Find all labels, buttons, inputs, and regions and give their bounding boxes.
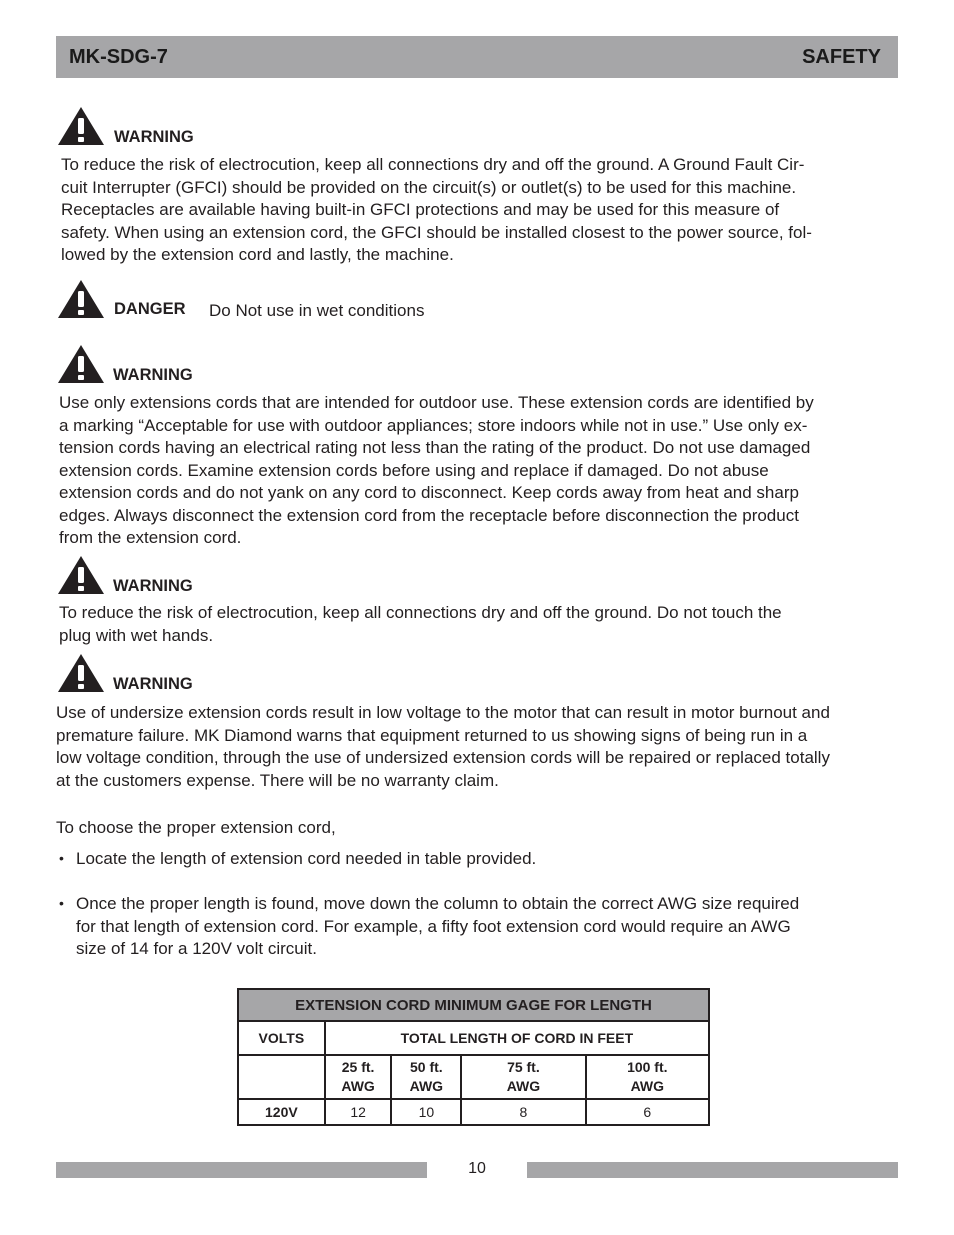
text-line: from the extension cord. (59, 528, 242, 547)
text-line: Use of undersize extension cords result in low voltage to the motor that can result in motor burnout and (56, 703, 830, 722)
text-line: Locate the length of extension cord needed in table provided. (76, 849, 537, 868)
table-cell: 6 (586, 1099, 709, 1125)
table-cell (586, 1055, 709, 1099)
text-line: Receptacles are available having built-in GFCI protections and may be used for this measure of (61, 200, 780, 219)
text-line: extension cords. Examine extension cords before using and replace if damaged. Do not abuse (59, 460, 769, 480)
section-title: SAFETY (802, 45, 881, 68)
table-cell (391, 1055, 461, 1099)
table-title: EXTENSION CORD MINIMUM GAGE FOR LENGTH (238, 989, 709, 1021)
length-label: 75 ft. (507, 1059, 540, 1075)
awg-table (237, 988, 710, 1126)
danger-label: DANGER (114, 300, 186, 318)
table-title-row (238, 989, 709, 1021)
bullet-dot: • (59, 895, 64, 911)
text-line: safety. When using an extension cord, the GFCI should be installed closest to the power source, fol- (61, 222, 812, 242)
unit-label: AWG (506, 1078, 541, 1094)
warning-text (61, 154, 812, 267)
text-line: Once the proper length is found, move down the column to obtain the correct AWG size required (76, 894, 800, 913)
text-line: extension cords and do not yank on any cord to disconnect. Keep cords away from heat and sharp (59, 483, 799, 502)
model-name: MK-SDG-7 (69, 45, 168, 68)
text-line: plug with wet hands. (59, 625, 214, 645)
text-line: Use only extensions cords that are intended for outdoor use. These extension cords are identified by (59, 393, 814, 412)
volts-cell: 120V (238, 1099, 325, 1125)
table-cell (325, 1055, 392, 1099)
table-row (238, 1099, 709, 1125)
danger-text: Do Not use in wet conditions (209, 301, 425, 320)
length-header: TOTAL LENGTH OF CORD IN FEET (325, 1021, 709, 1055)
length-label: 100 ft. (627, 1059, 668, 1075)
warning-triangle-icon (57, 106, 105, 146)
warning-text (59, 392, 814, 550)
warning-label: WARNING (114, 128, 194, 146)
warning-label: WARNING (113, 577, 193, 595)
footer-bar-right (527, 1162, 898, 1178)
page-number: 10 (468, 1160, 486, 1177)
warning-triangle-icon (57, 279, 105, 319)
text-line: premature failure. MK Diamond warns that equipment returned to us showing signs of being run in a (56, 725, 808, 745)
text-line: size of 14 for a 120V volt circuit. (76, 939, 317, 958)
warning-triangle-icon (57, 344, 105, 384)
table-cell (461, 1055, 585, 1099)
table-header-row (238, 1021, 709, 1055)
table-cell: 8 (461, 1099, 585, 1125)
text-line: at the customers expense. There will be no warranty claim. (56, 770, 499, 790)
bullet-item (76, 893, 799, 961)
bullet-dot: • (59, 850, 64, 866)
warning-triangle-icon (57, 653, 105, 693)
text-line: cuit Interrupter (GFCI) should be provided on the circuit(s) or outlet(s) to be used for this machine. (61, 177, 797, 197)
volts-header: VOLTS (238, 1021, 325, 1055)
table-cell: 10 (391, 1099, 461, 1125)
text-line: low voltage condition, through the use of undersized extension cords will be repaired or replaced totally (56, 748, 830, 767)
warning-triangle-icon (57, 555, 105, 595)
warning-text (56, 702, 830, 792)
length-label: 25 ft. (341, 1059, 375, 1075)
unit-label: AWG (630, 1078, 665, 1094)
text-line: lowed by the extension cord and lastly, the machine. (61, 245, 454, 264)
intro-text: To choose the proper extension cord, (56, 818, 336, 837)
table-subheader-row (238, 1055, 709, 1099)
footer-bar-left (56, 1162, 427, 1178)
warning-label: WARNING (113, 675, 193, 693)
length-label: 50 ft. (410, 1059, 443, 1075)
text-line: tension cords having an electrical rating not less than the rating of the product. Do not use damaged (59, 438, 811, 457)
warning-label: WARNING (113, 366, 193, 384)
bullet-item (76, 848, 536, 871)
text-line: To reduce the risk of electrocution, keep all connections dry and off the ground. A Ground Fault Cir- (61, 155, 805, 174)
warning-text (59, 602, 782, 647)
text-line: edges. Always disconnect the extension cord from the receptacle before disconnection the product (59, 505, 799, 525)
table-cell: 12 (325, 1099, 392, 1125)
unit-label: AWG (409, 1078, 444, 1094)
table-cell (238, 1055, 325, 1099)
header-bar (56, 36, 898, 78)
text-line: To reduce the risk of electrocution, keep all connections dry and off the ground. Do not touch the (59, 603, 782, 622)
unit-label: AWG (341, 1078, 375, 1094)
text-line: for that length of extension cord. For example, a fifty foot extension cord would require an AWG (76, 916, 791, 936)
text-line: a marking “Acceptable for use with outdoor appliances; store indoors while not in use.” Use only ex- (59, 415, 808, 435)
